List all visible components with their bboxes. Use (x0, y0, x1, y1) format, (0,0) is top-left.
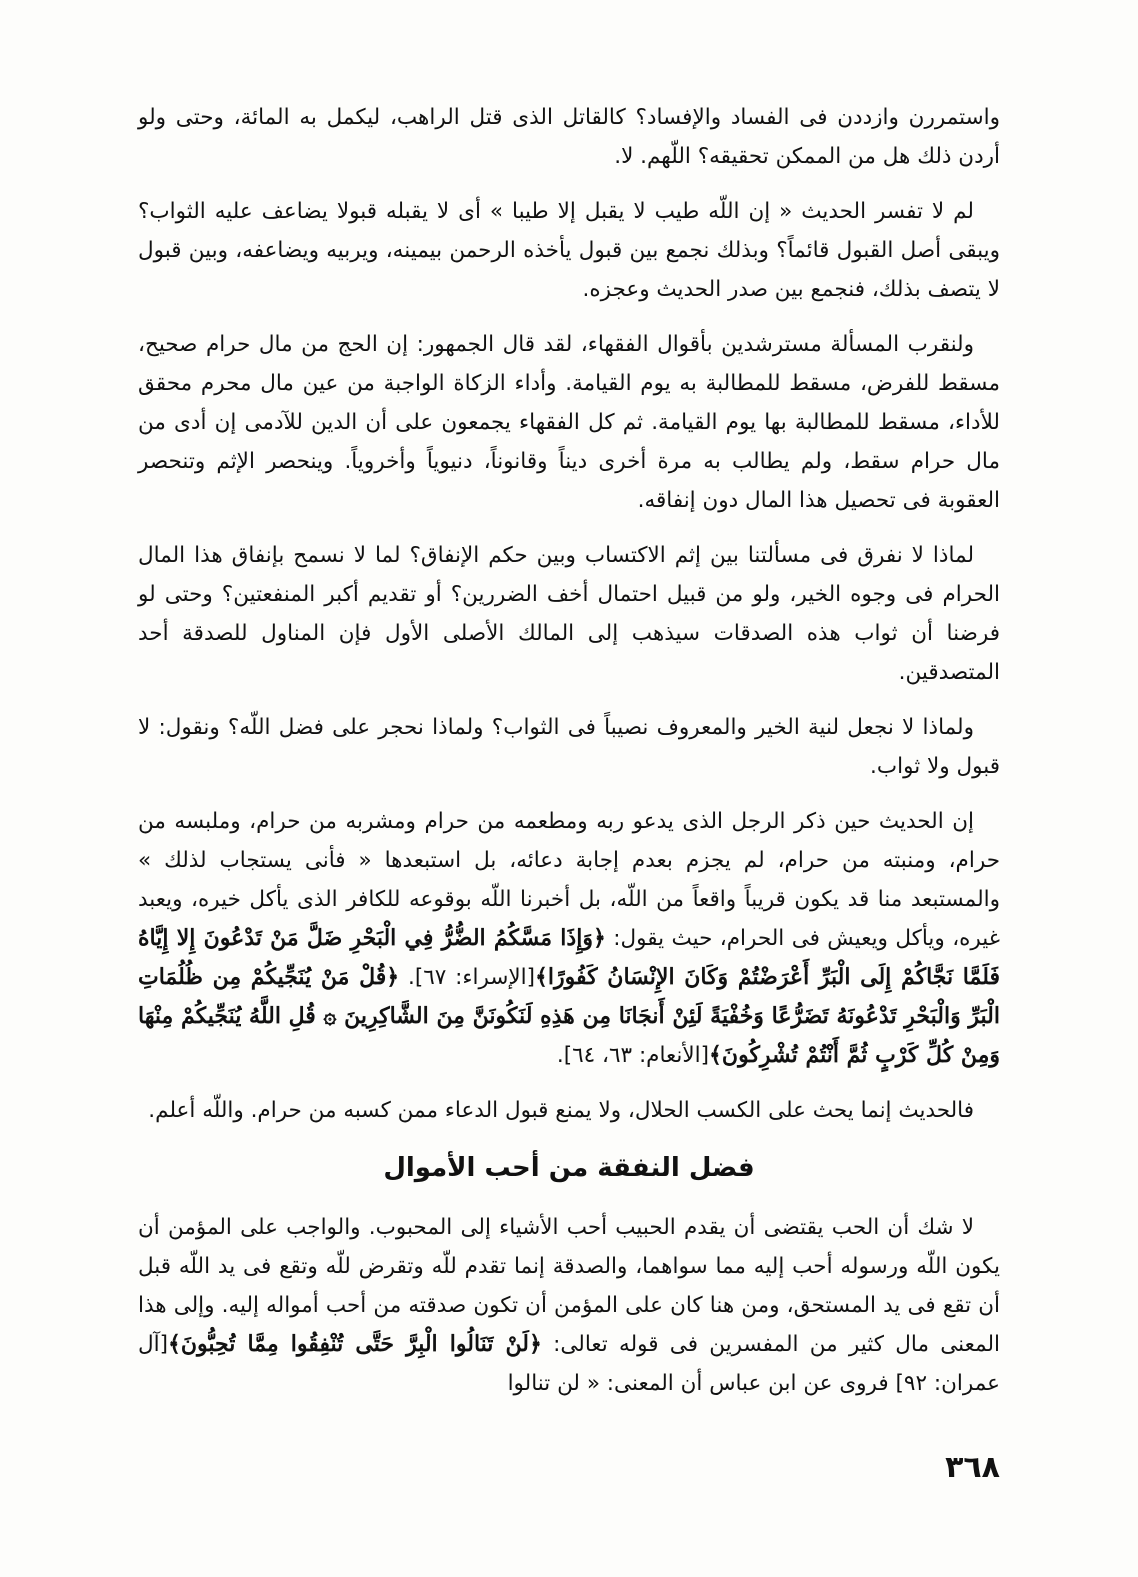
paragraph (138, 1091, 1000, 1130)
paragraph-text: ولنقرب المسألة مسترشدين بأقوال الفقهاء، لقد قال الجمهور: إن الحج من مال حرام صحيح، مسقط للفرض، مسقط للمطالبة به يوم القيامة. وأداء الزكاة الواجبة من عين مال محرم محقق للأداء، مسقط للمطالبة بها يوم القيامة. ثم كل الفقهاء يجمعون على أن الدين للآدمى إن أدى من مال حرام سقط، ولم يطالب به مرة أخرى ديناً وقانوناً، دنيوياً وأخروياً. وينحصر الإثم وتنحصر العقوبة فى تحصيل هذا المال دون إنفاقه. (138, 332, 1000, 513)
paragraph-text: واستمررن وازددن فى الفساد والإفساد؟ كالقاتل الذى قتل الراهب، ليكمل به المائة، وحتى ولو أردن ذلك هل من الممكن تحقيقه؟ اللّهم. لا. (138, 105, 1000, 169)
paragraph (138, 536, 1000, 692)
page-number: ٣٦٨ (945, 1450, 1000, 1485)
paragraph (138, 192, 1000, 309)
paragraph (138, 98, 1000, 176)
paragraph-text: لماذا لا نفرق فى مسألتنا بين إثم الاكتساب وبين حكم الإنفاق؟ لما لا نسمح بإنفاق هذا المال الحرام فى وجوه الخير، ولو من قبيل احتمال أخف الضررين؟ أو تقديم أكبر المنفعتين؟ وحتى لو فرضنا أن ثواب هذه الصدقات سيذهب إلى المالك الأصلى الأول فإن المناول للصدقة أحد المتصدقين. (138, 543, 1000, 685)
section-heading: فضل النفقة من أحب الأموال (383, 1153, 755, 1183)
paragraph (138, 1208, 1000, 1403)
paragraph-text: إن الحديث حين ذكر الرجل الذى يدعو ربه ومطعمه من حرام ومشربه من حرام، وملبسه من حرام، ومنبته من حرام، لم يجزم بعدم إجابة دعائه، بل استبعدها « فأنى يستجاب لذلك » والمستبعد منا قد يكون قريباً واقعاً من اللّه، بل أخبرنا اللّه بوقوعه للكافر الذى يأكل خيره، ويعبد غيره، ويأكل ويعيش فى الحرام، حيث يقول: (138, 809, 1000, 951)
quran-verse: ﴿لَنْ تَنَالُوا الْبِرَّ حَتَّى تُنْفِقُوا مِمَّا تُحِبُّونَ﴾ (167, 1331, 542, 1357)
paragraphs-before-heading (138, 98, 1000, 1130)
paragraph-text: [آل عمران: ٩٢] فروى عن ابن عباس أن المعنى: « لن تنالوا (138, 1332, 1000, 1396)
paragraph-text: لا شك أن الحب يقتضى أن يقدم الحبيب أحب الأشياء إلى المحبوب. والواجب على المؤمن أن يكون اللّه ورسوله أحب إليه مما سواهما، والصدقة إنما تقدم للّه وتقرض للّه وتقع فى يد اللّه قبل أن تقع فى يد المستحق، ومن هنا كان على المؤمن أن تكون صدقته من أحب أمواله إليه. وإلى هذا المعنى مال كثير من المفسرين فى قوله تعالى: (138, 1215, 1000, 1357)
page-body (138, 98, 1000, 1419)
paragraph-text: [الإسراء: ٦٧]. (399, 965, 536, 990)
paragraph-text: ولماذا لا نجعل لنية الخير والمعروف نصيباً فى الثواب؟ ولماذا نحجر على فضل اللّه؟ ونقول: لا قبول ولا ثواب. (138, 715, 1000, 779)
paragraph (138, 802, 1000, 1075)
paragraphs-after-heading (138, 1208, 1000, 1403)
quran-verse: ﴿قُلْ مَنْ يُنَجِّيكُمْ مِن ظُلُمَاتِ الْبَرِّ وَالْبَحْرِ تَدْعُونَهُ تَضَرُّعًا وَخُفْيَةً لَئِنْ أَنجَانَا مِن هَذِهِ لَنَكُونَنَّ مِنَ الشَّاكِرِينَ ۞ قُلِ اللَّهُ يُنَجِّيكُمْ مِنْهَا وَمِنْ كُلِّ كَرْبٍ ثُمَّ أَنْتُمْ تُشْرِكُونَ﴾ (138, 964, 1000, 1068)
paragraph-text: فالحديث إنما يحث على الكسب الحلال، ولا يمنع قبول الدعاء ممن كسبه من حرام. واللّه أعلم. (148, 1098, 974, 1123)
paragraph (138, 708, 1000, 786)
paragraph (138, 325, 1000, 520)
paragraph-text: لم لا تفسر الحديث « إن اللّه طيب لا يقبل إلا طيبا » أى لا يقبله قبولا يضاعف عليه الثواب؟ ويبقى أصل القبول قائماً؟ وبذلك نجمع بين قبول يأخذه الرحمن بيمينه، ويربيه ويضاعفه، وبين قبول لا يتصف بذلك، فنجمع بين صدر الحديث وعجزه. (138, 199, 1000, 302)
quran-verse: ﴿وَإِذَا مَسَّكُمُ الضُّرُّ فِي الْبَحْرِ ضَلَّ مَنْ تَدْعُونَ إِلا إِيَّاهُ فَلَمَّا نَجَّاكُمْ إِلَى الْبَرِّ أَعْرَضْتُمْ وَكَانَ الإِنْسَانُ كَفُورًا﴾ (138, 925, 1000, 990)
paragraph-text: [الأنعام: ٦٣، ٦٤]. (556, 1043, 710, 1068)
